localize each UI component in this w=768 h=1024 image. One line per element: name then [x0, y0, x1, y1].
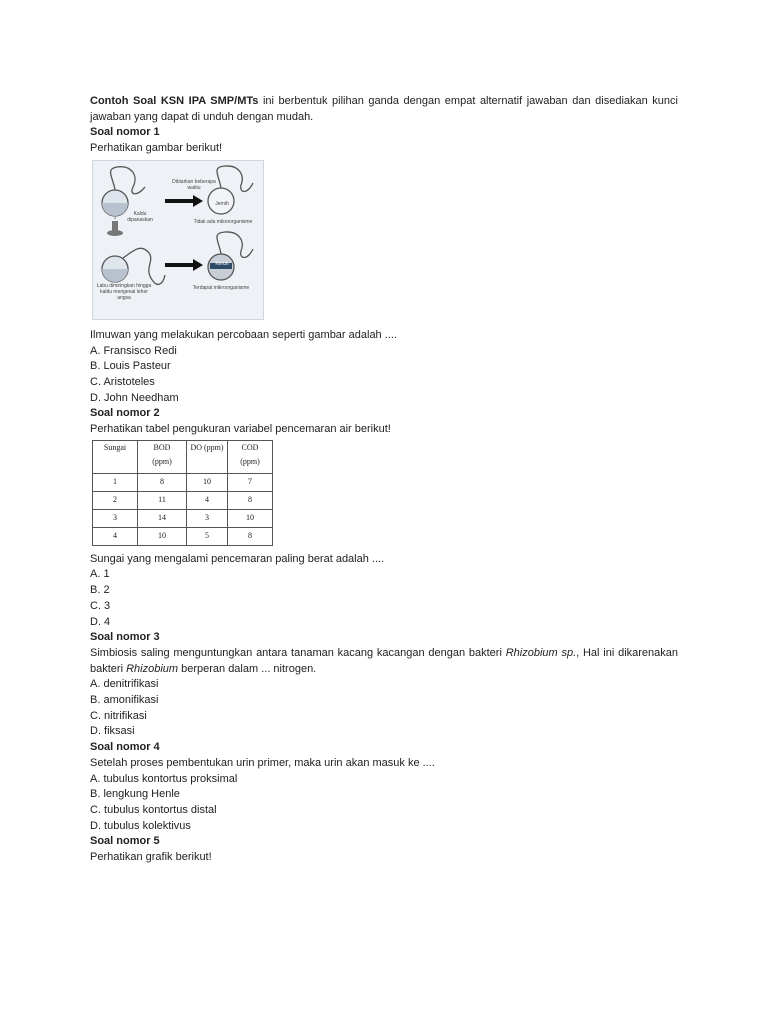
table-cell: 3 [93, 509, 138, 527]
table-header-cell: BOD (ppm) [138, 440, 187, 473]
q2-question: Sungai yang mengalami pencemaran paling berat adalah .... [90, 552, 385, 565]
q1-heading: Soal nomor 1 [90, 126, 160, 139]
swan-neck-flask-cloudy [208, 232, 253, 280]
q2-option-b: B. 2 [90, 584, 110, 597]
document-page [90, 94, 678, 866]
table-cell: 3 [187, 509, 228, 527]
table-row [93, 473, 273, 491]
q3-option-c: C. nitrifikasi [90, 709, 147, 722]
q1-option-b: B. Louis Pasteur [90, 360, 171, 373]
table-cell: 14 [138, 509, 187, 527]
q1-question: Ilmuwan yang melakukan percobaan seperti gambar adalah .... [90, 328, 397, 341]
table-cell: 8 [138, 473, 187, 491]
q2-option-d: D. 4 [90, 615, 111, 628]
table-cell: 7 [228, 473, 273, 491]
table-cell: 8 [228, 491, 273, 509]
table-header-row [93, 440, 273, 473]
q4-option-a: A. tubulus kontortus proksimal [90, 772, 238, 785]
figure-label-flask-clear: Jernih [215, 200, 229, 207]
q3-option-d: D. fiksasi [90, 725, 135, 738]
figure-label-flask-cloudy: Keruh [215, 260, 229, 267]
table-cell: 5 [187, 527, 228, 545]
q1-prompt: Perhatikan gambar berikut! [90, 142, 223, 155]
q4-option-d: D. tubulus kolektivus [90, 819, 191, 832]
q1-option-c: C. Aristoteles [90, 375, 155, 388]
burner-icon [107, 217, 123, 236]
table-cell: 4 [187, 491, 228, 509]
q4-option-c: C. tubulus kontortus distal [90, 803, 217, 816]
table-row [93, 527, 273, 545]
table-header-cell: DO (ppm) [187, 440, 228, 473]
q1-option-a: A. Fransisco Redi [90, 344, 177, 357]
q5-prompt: Perhatikan grafik berikut! [90, 851, 212, 864]
q3-option-a: A. denitrifikasi [90, 678, 159, 691]
q2-heading: Soal nomor 2 [90, 407, 160, 420]
figure-label-right-top: Tidak ada mikroorganisme [193, 218, 253, 225]
table-row [93, 509, 273, 527]
q2-option-c: C. 3 [90, 599, 111, 612]
q3-question: Simbiosis saling menguntungkan antara tanaman kacang kacangan dengan bakteri Rhizobium sp., Hal ini dikarenakan bakteri Rhizobium berperan dalam ... nitrogen. [90, 646, 679, 675]
swan-neck-flask-tilted [102, 248, 165, 284]
table-cell: 8 [228, 527, 273, 545]
table-cell: 4 [93, 527, 138, 545]
q3-option-b: B. amonifikasi [90, 694, 159, 707]
q5-heading: Soal nomor 5 [90, 835, 160, 848]
table-cell: 10 [187, 473, 228, 491]
pasteur-experiment-figure [92, 160, 264, 320]
table-header-cell: Sungai [93, 440, 138, 473]
table-cell: 1 [93, 473, 138, 491]
swan-neck-flask-heated [102, 167, 145, 216]
figure-label-left-top: Kaldu dipanaskan [127, 210, 153, 223]
intro-title: Contoh Soal KSN IPA SMP/MTs [90, 95, 259, 107]
pollution-table [92, 440, 273, 546]
figure-label-left-bottom: Labu dimiringkan hingga kaldu mengenai leher angsa [96, 282, 152, 301]
q2-option-a: A. 1 [90, 568, 110, 581]
q1-option-d: D. John Needham [90, 391, 179, 404]
figure-label-right-bottom: Terdapat mikroorganisme [192, 284, 250, 291]
table-row [93, 491, 273, 509]
intro-paragraph [90, 94, 678, 125]
q2-prompt: Perhatikan tabel pengukuran variabel pencemaran air berikut! [90, 423, 391, 436]
q4-question: Setelah proses pembentukan urin primer, maka urin akan masuk ke .... [90, 756, 435, 769]
figure-label-top-arrow: Dibiarkan beberapa waktu [172, 178, 216, 191]
q4-option-b: B. lengkung Henle [90, 788, 180, 801]
table-cell: 10 [228, 509, 273, 527]
table-header-cell: COD (ppm) [228, 440, 273, 473]
table-cell: 11 [138, 491, 187, 509]
intro-text: ini berbentuk pilihan ganda dengan empat alternatif jawaban dan disediakan kunci jawaban yang dapat di unduh dengan mudah. [90, 95, 678, 123]
q4-heading: Soal nomor 4 [90, 741, 160, 754]
q3-heading: Soal nomor 3 [90, 631, 160, 644]
table-cell: 10 [138, 527, 187, 545]
arrow-icon [165, 195, 203, 207]
arrow-icon [165, 259, 203, 271]
table-cell: 2 [93, 491, 138, 509]
